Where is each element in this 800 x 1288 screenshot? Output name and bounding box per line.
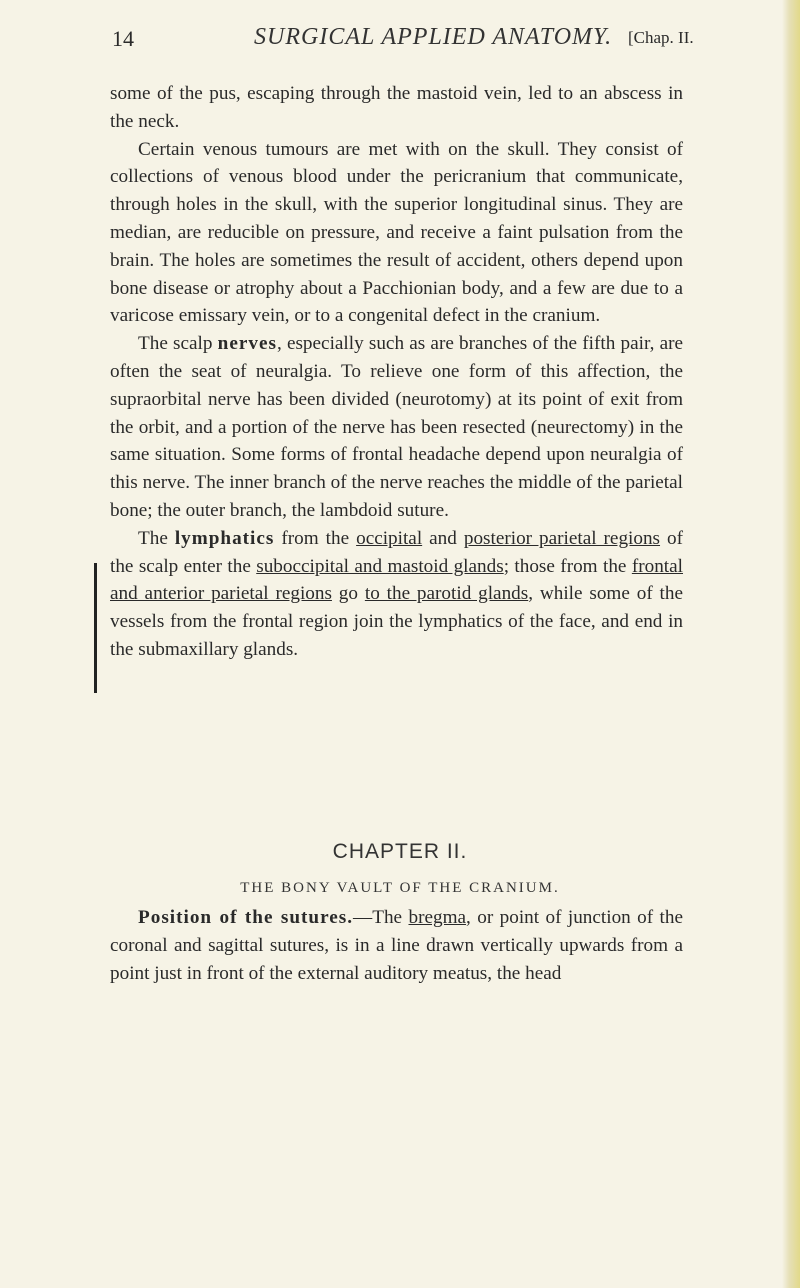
underlined-frontal: frontal and anterior parietal regions (110, 555, 683, 605)
running-header (112, 22, 712, 62)
chapter-title: CHAPTER II. (332, 840, 468, 863)
text-run: , especially such as are branches of the fifth pair, are often the seat of neuralgia. To relieve one form of this affection, the supraorbital nerve has been divided (neurotomy) at its point of exit from the orbit, and a portion of the nerve has been resected (neurectomy) in the same situation. Some forms of frontal headache depend upon neuralgia of this nerve. The inner branch of the nerve reaches the middle of the parietal bone; the outer branch, the lambdoid suture. (110, 333, 683, 521)
running-title: SURGICAL APPLIED ANATOMY. (254, 24, 613, 50)
paragraph-sutures (110, 904, 683, 987)
chapter-subtitle: THE BONY VAULT OF THE CRANIUM. (240, 880, 560, 896)
paragraph-nerves (110, 330, 683, 525)
paragraph-1: some of the pus, escaping through the mastoid vein, led to an abscess in the neck. (110, 83, 683, 132)
chapter-body (110, 904, 683, 987)
text-run: of the scalp enter the (110, 527, 683, 577)
underlined-bregma: bregma (408, 907, 467, 928)
text-run: The (138, 527, 175, 549)
text-run: ; those from the (503, 555, 632, 577)
text-run: and (422, 527, 464, 549)
text-run: , while some of the vessels from the frontal region join the lymphatics of the face, and end in the submaxillary glands. (110, 583, 684, 660)
text-run: , or point of junction of the coronal and sagittal sutures, is in a line drawn vertically upwards from a point just in front of the external auditory meatus, the head (110, 907, 684, 984)
paragraph-venous-tumours: Certain venous tumours are met with on the skull. They consist of collections of venous blood under the pericranium that communicate, through holes in the skull, with the superior longitudinal sinus. They are median, are reducible on pressure, and receive a faint pulsation from the brain. The holes are sometimes the result of accident, others depend upon bone disease or atrophy about a Pacchionian body, and a few are due to a varicose emissary vein, or to a congenital defect in the cranium. (110, 138, 683, 327)
text-run: from the (274, 527, 357, 549)
term-lymphatics: lymphatics (174, 527, 275, 549)
underlined-posterior-parietal: posterior parietal regions (463, 527, 661, 549)
underlined-occipital: occipital (356, 527, 423, 549)
underlined-parotid: to the parotid glands (364, 583, 529, 605)
chapter-reference: [Chap. II. (628, 28, 694, 47)
paragraph-lymphatics (110, 525, 683, 664)
body-text (110, 80, 683, 664)
term-nerves: nerves (217, 333, 277, 355)
section-heading-sutures: Position of the sutures. (138, 907, 354, 928)
underlined-suboccipital: suboccipital and mastoid glands (256, 555, 504, 577)
page-number: 14 (112, 26, 134, 51)
text-run: go (331, 583, 365, 605)
text-run: The scalp (138, 333, 218, 355)
margin-mark (94, 563, 97, 693)
page-edge (782, 0, 800, 1288)
text-run: —The (353, 907, 409, 928)
